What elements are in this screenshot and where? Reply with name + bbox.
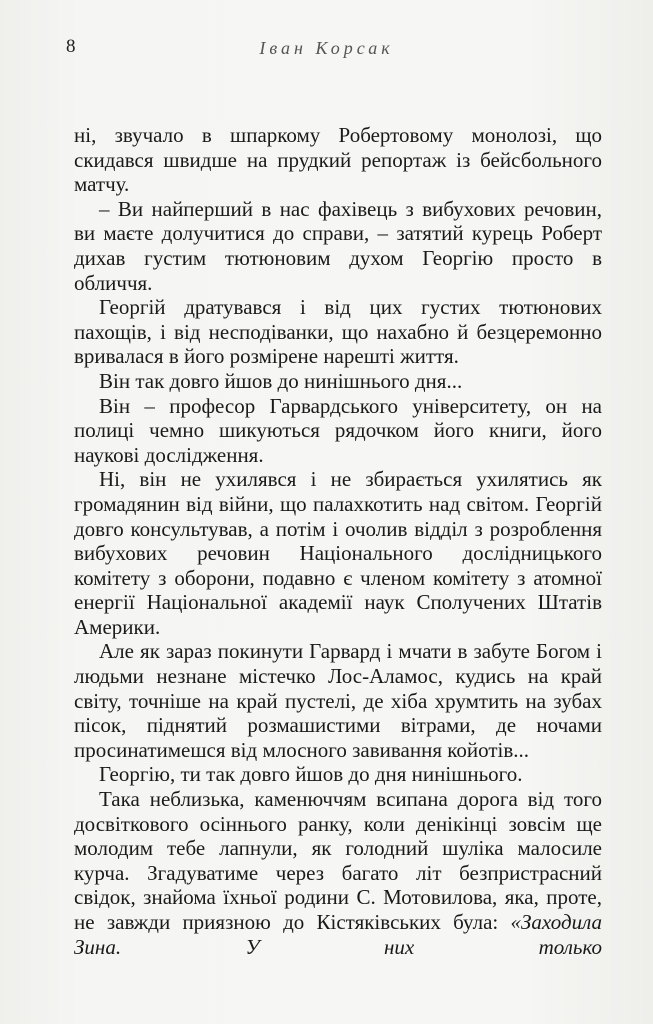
paragraph-2: – Ви найперший в нас фахівець з вибухових речовин, ви маєте долучитися до справи, – затятий курець Роберт дихав густим тютюновим духом Георгію просто в обличчя.: [74, 196, 602, 295]
paragraph-7: Але як зараз покинути Гарвард і мчати в забуте Богом і людьми незнане містечко Лос-Аламос, кудись на край світу, точніше на край пустелі, де хіба хрумтить на зубах пісок, піднятий розмашистими вітрами, де ночами просинатимешся від млосного завивання койотів...: [74, 639, 602, 762]
paragraph-1: ні, звучало в шпаркому Робертовому монолозі, що скидався швидше на прудкий репортаж із бейсбольного матчу.: [74, 123, 602, 197]
body-text: [74, 123, 602, 959]
running-title: Іван Корсак: [259, 38, 394, 58]
paragraph-3: Георгій дратувався і від цих густих тютюнових пахощів, і від несподіванки, що нахабно й безцеремонно вривалася в його розмірене нарешті життя.: [74, 295, 602, 369]
paragraph-6: Ні, він не ухилявся і не збирається ухилятись як громадянин від війни, що палахкотить над світом. Георгій довго консультував, а потім і очолив відділ з розроблення вибухових речовин Національного дослідницького комітету з оборони, подавно є членом комітету з атомної енергії Національної академії наук Сполучених Штатів Америки.: [74, 467, 602, 639]
paragraph-4: Він так довго йшов до нинішнього дня...: [99, 368, 463, 393]
quote-italic: «Заходила Зина. У них только: [74, 910, 602, 959]
paragraph-9: [74, 787, 602, 959]
paragraph-9-text: Така неблизька, каменюччям всипана дорога від того досвіткового осіннього ранку, коли денікінці зовсім ще молодим тебе лапнули, як голодний шуліка малосиле курча. Згадуватиме через багато літ безпристрасний свідок, знайома їхньої родини С. Мотовилова, яка, проте, не завжди приязною до Кістяківських була:: [74, 787, 602, 934]
paragraph-8: Георгію, ти так довго йшов до дня нинішнього.: [99, 762, 523, 787]
page-number: 8: [66, 36, 76, 57]
page-header: [66, 36, 587, 60]
paragraph-5: Він – професор Гарвардського університету, он на полиці чемно шикуються рядочком його книги, його наукові дослідження.: [74, 393, 602, 467]
